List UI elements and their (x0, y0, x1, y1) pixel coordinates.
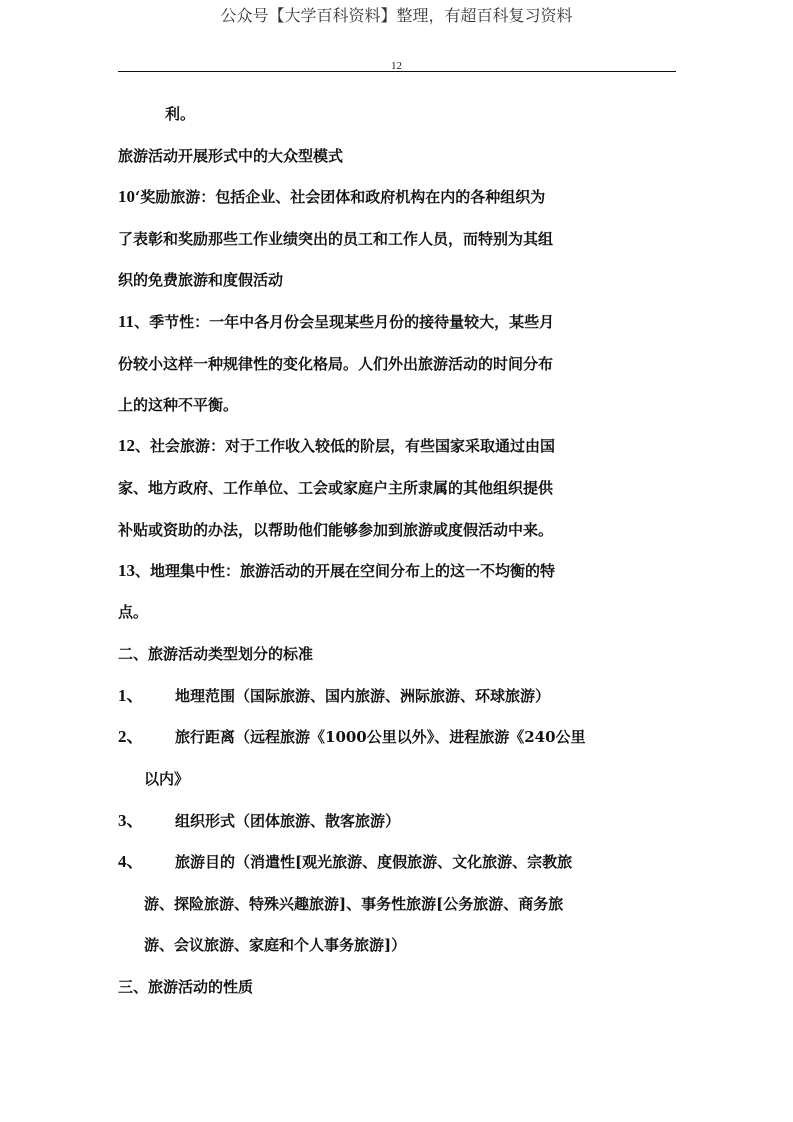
list-text: 旅游目的（消遣性[观光旅游、度假旅游、文化旅游、宗教旅 (175, 853, 573, 871)
page-number: 12 (391, 60, 402, 72)
definition-line (118, 436, 555, 456)
definition-text: ‘奖励旅游：包括企业、社会团体和政府机构在内的各种组织为 (135, 188, 546, 206)
paragraph-line: 份较小这样一种规律性的变化格局。人们外出旅游活动的时间分布 (118, 355, 554, 373)
list-number: 2、 (118, 727, 144, 746)
paragraph-line: 了表彰和奖励那些工作业绩突出的员工和工作人员，而特别为其组 (118, 230, 554, 248)
list-continuation: 游、会议旅游、家庭和个人事务旅游]） (144, 936, 407, 954)
header-rule (118, 71, 676, 72)
definition-text: 、地理集中性：旅游活动的开展在空间分布上的这一不均衡的特 (135, 562, 556, 580)
list-number: 3、 (118, 811, 144, 830)
list-continuation: 以内》 (144, 770, 190, 788)
definition-line (118, 561, 555, 581)
list-item (118, 811, 400, 831)
definition-text: 、社会旅游：对于工作收入较低的阶层，有些国家采取通过由国 (135, 437, 556, 455)
paragraph-line: 上的这种不平衡。 (118, 396, 239, 414)
definition-line (118, 312, 554, 332)
section-heading: 三、旅游活动的性质 (118, 978, 254, 996)
list-item (118, 727, 586, 747)
item-number: 11 (118, 312, 135, 331)
item-number: 13 (118, 561, 135, 580)
definition-line (118, 187, 545, 207)
list-number: 1、 (118, 686, 144, 705)
item-number: 10 (118, 187, 135, 206)
list-item (118, 852, 572, 872)
paragraph-line: 家、地方政府、工作单位、工会或家庭户主所隶属的其他组织提供 (118, 479, 554, 497)
section-heading: 二、旅游活动类型划分的标准 (118, 645, 314, 663)
list-item (118, 686, 550, 706)
list-text: 组织形式（团体旅游、散客旅游） (175, 812, 401, 830)
paragraph-line: 补贴或资助的办法，以帮助他们能够参加到旅游或度假活动中来。 (118, 521, 554, 539)
list-text: 地理范围（国际旅游、国内旅游、洲际旅游、环球旅游） (175, 687, 551, 705)
section-heading: 旅游活动开展形式中的大众型模式 (118, 147, 344, 165)
paragraph-line: 利。 (165, 105, 196, 123)
definition-text: 、季节性：一年中各月份会呈现某些月份的接待量较大，某些月 (134, 313, 555, 331)
list-text: 旅行距离（远程旅游《1000公里以外》、进程旅游《240公里 (175, 728, 586, 746)
paragraph-line: 点。 (118, 603, 149, 621)
source-banner: 公众号【大学百科资料】整理，有超百科复习资料 (220, 6, 573, 25)
list-continuation: 游、探险旅游、特殊兴趣旅游]、事务性旅游[公务旅游、商务旅 (144, 895, 564, 913)
paragraph-line: 织的免费旅游和度假活动 (118, 271, 284, 289)
list-number: 4、 (118, 852, 144, 871)
item-number: 12 (118, 436, 135, 455)
